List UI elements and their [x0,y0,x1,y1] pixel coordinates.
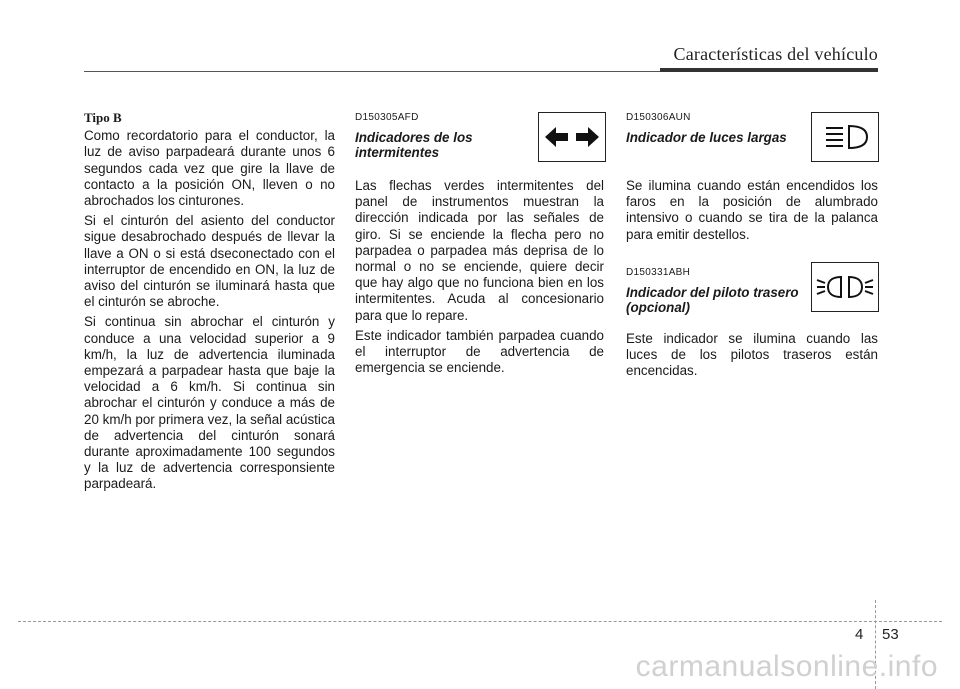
watermark: carmanualsonline.info [635,650,938,683]
paragraph: Si el cinturón del asiento del conductor sigue desabrochado después de llevar la llave a ON o si está dseconectado con el interruptor de encendido en ON, la luz de aviso del cinturón se iluminará hasta que el cinturón se abroche. [84,213,335,310]
paragraph: Se ilumina cuando están encendidos los faros en la posición de alumbrado intensivo o cuando se tira de la palanca para emitir destellos. [626,178,878,242]
section-code: D150305AFD [355,112,419,123]
page-number: 53 [882,626,899,643]
section-heading: Indicador de luces largas [626,130,787,146]
chapter-number: 4 [855,626,864,643]
page-header-title: Características del vehículo [673,44,878,64]
section-code: D150306AUN [626,112,691,123]
section-heading: Indicadores de los intermitentes [355,130,473,161]
column-1 [84,110,335,497]
column-2 [355,110,604,380]
paragraph: Como recordatorio para el conductor, la luz de aviso parpadeará durante unos 6 segundos cada vez que gire la llave de contacto a la posición ON, lleven o no abrochados los cinturones. [84,128,335,209]
header-rule-accent [660,68,878,72]
section-heading: Indicador del piloto trasero (opcional) [626,285,799,316]
high-beam-icon [811,112,879,162]
paragraph: Las flechas verdes intermitentes del panel de instrumentos muestran la dirección indicada por las señales de giro. Si se enciende la flecha pero no parpadea o parpadea más deprisa de lo normal o no se enciende, quiere decir que hay algo que no funciona bien en los intermitentes. Acuda al concesionario para que lo repare. [355,178,604,323]
footer-rule [18,621,942,622]
turn-signal-arrows-icon [538,112,606,162]
paragraph: Este indicador también parpadea cuando el interruptor de advertencia de emergencia se enciende. [355,327,604,376]
tail-light-icon [811,262,879,312]
column-3 [626,110,878,383]
paragraph: Este indicador se ilumina cuando las luces de los pilotos traseros están encencidas. [626,330,878,379]
paragraph: Si continua sin abrochar el cinturón y conduce a una velocidad superior a 9 km/h, la luz de advertencia iluminada empezará a parpadear hasta que baje la velocidad a 6 km/h. Si continua sin abrochar el cinturón y conduce a más de 20 km/h por primera vez, la señal acústica de advertencia del cinturón sonará durante aproximadamente 100 segundos y la luz de advertencia corresponsiente parpadeará. [84,314,335,492]
subheading-tipo-b: Tipo B [84,110,122,125]
section-code: D150331ABH [626,266,691,278]
